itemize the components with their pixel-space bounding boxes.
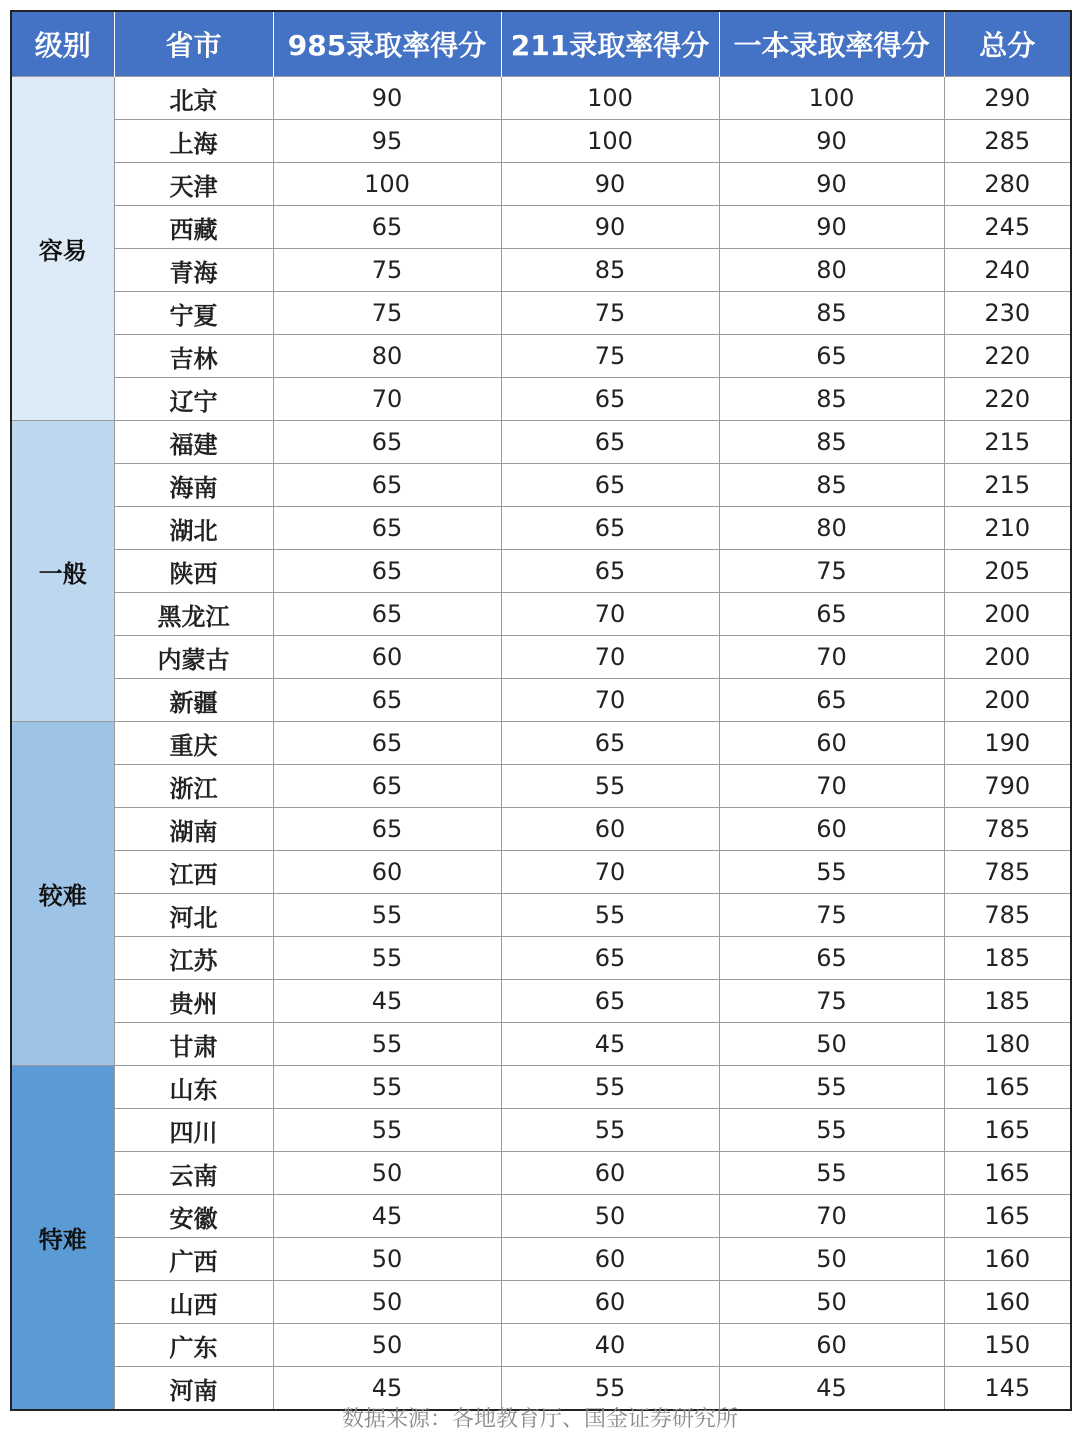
province-cell: 安徽 xyxy=(114,1195,273,1238)
score-985-cell: 55 xyxy=(273,1023,501,1066)
score-tier1-cell: 65 xyxy=(719,335,944,378)
score-211-cell: 70 xyxy=(501,593,719,636)
table-row xyxy=(11,1152,1071,1195)
score-985-cell: 45 xyxy=(273,980,501,1023)
header-tier1-score: 一本录取率得分 xyxy=(719,11,944,77)
total-cell: 215 xyxy=(944,421,1071,464)
total-cell: 200 xyxy=(944,593,1071,636)
score-tier1-cell: 55 xyxy=(719,851,944,894)
table-row xyxy=(11,851,1071,894)
score-211-cell: 70 xyxy=(501,679,719,722)
score-985-cell: 65 xyxy=(273,464,501,507)
province-cell: 湖北 xyxy=(114,507,273,550)
province-cell: 吉林 xyxy=(114,335,273,378)
table-row xyxy=(11,249,1071,292)
level-cell: 一般 xyxy=(11,421,114,722)
score-tier1-cell: 60 xyxy=(719,1324,944,1367)
score-211-cell: 65 xyxy=(501,980,719,1023)
score-211-cell: 75 xyxy=(501,335,719,378)
total-cell: 145 xyxy=(944,1367,1071,1411)
table-row xyxy=(11,163,1071,206)
score-211-cell: 50 xyxy=(501,1195,719,1238)
score-211-cell: 90 xyxy=(501,163,719,206)
score-tier1-cell: 90 xyxy=(719,163,944,206)
score-211-cell: 100 xyxy=(501,120,719,163)
score-985-cell: 50 xyxy=(273,1152,501,1195)
total-cell: 280 xyxy=(944,163,1071,206)
score-985-cell: 45 xyxy=(273,1367,501,1411)
province-cell: 辽宁 xyxy=(114,378,273,421)
score-211-cell: 65 xyxy=(501,937,719,980)
score-tier1-cell: 55 xyxy=(719,1109,944,1152)
total-cell: 200 xyxy=(944,636,1071,679)
score-985-cell: 45 xyxy=(273,1195,501,1238)
province-cell: 黑龙江 xyxy=(114,593,273,636)
score-985-cell: 60 xyxy=(273,636,501,679)
score-985-cell: 80 xyxy=(273,335,501,378)
total-cell: 785 xyxy=(944,851,1071,894)
table-row xyxy=(11,335,1071,378)
table-row xyxy=(11,1281,1071,1324)
table-row xyxy=(11,593,1071,636)
score-tier1-cell: 80 xyxy=(719,507,944,550)
score-985-cell: 75 xyxy=(273,292,501,335)
table-row xyxy=(11,550,1071,593)
score-tier1-cell: 85 xyxy=(719,464,944,507)
table-row xyxy=(11,636,1071,679)
score-tier1-cell: 50 xyxy=(719,1238,944,1281)
table-row xyxy=(11,1109,1071,1152)
score-985-cell: 50 xyxy=(273,1324,501,1367)
total-cell: 240 xyxy=(944,249,1071,292)
table-row xyxy=(11,980,1071,1023)
total-cell: 200 xyxy=(944,679,1071,722)
score-985-cell: 65 xyxy=(273,808,501,851)
table-row xyxy=(11,679,1071,722)
score-tier1-cell: 50 xyxy=(719,1281,944,1324)
header-985-score: 985录取率得分 xyxy=(273,11,501,77)
score-tier1-cell: 70 xyxy=(719,1195,944,1238)
province-cell: 贵州 xyxy=(114,980,273,1023)
score-211-cell: 70 xyxy=(501,851,719,894)
table-row xyxy=(11,1195,1071,1238)
header-211-score: 211录取率得分 xyxy=(501,11,719,77)
total-cell: 285 xyxy=(944,120,1071,163)
score-211-cell: 60 xyxy=(501,1238,719,1281)
total-cell: 165 xyxy=(944,1195,1071,1238)
table-row xyxy=(11,464,1071,507)
score-tier1-cell: 75 xyxy=(719,894,944,937)
score-211-cell: 65 xyxy=(501,507,719,550)
province-cell: 陕西 xyxy=(114,550,273,593)
province-cell: 江苏 xyxy=(114,937,273,980)
score-211-cell: 55 xyxy=(501,1066,719,1109)
total-cell: 160 xyxy=(944,1238,1071,1281)
province-cell: 福建 xyxy=(114,421,273,464)
table-row xyxy=(11,206,1071,249)
score-985-cell: 65 xyxy=(273,421,501,464)
score-211-cell: 65 xyxy=(501,378,719,421)
total-cell: 785 xyxy=(944,894,1071,937)
province-cell: 河南 xyxy=(114,1367,273,1411)
score-tier1-cell: 75 xyxy=(719,550,944,593)
province-cell: 新疆 xyxy=(114,679,273,722)
province-cell: 重庆 xyxy=(114,722,273,765)
score-211-cell: 65 xyxy=(501,464,719,507)
header-total: 总分 xyxy=(944,11,1071,77)
province-cell: 海南 xyxy=(114,464,273,507)
score-tier1-cell: 80 xyxy=(719,249,944,292)
score-tier1-cell: 70 xyxy=(719,765,944,808)
score-211-cell: 55 xyxy=(501,765,719,808)
score-985-cell: 50 xyxy=(273,1281,501,1324)
total-cell: 160 xyxy=(944,1281,1071,1324)
province-cell: 江西 xyxy=(114,851,273,894)
score-985-cell: 65 xyxy=(273,722,501,765)
table-row xyxy=(11,378,1071,421)
table-row xyxy=(11,765,1071,808)
table-row xyxy=(11,1023,1071,1066)
score-tier1-cell: 90 xyxy=(719,120,944,163)
score-985-cell: 50 xyxy=(273,1238,501,1281)
data-source-note: 数据来源：各地教育厅、国金证券研究所 xyxy=(341,1407,738,1432)
province-cell: 宁夏 xyxy=(114,292,273,335)
score-tier1-cell: 65 xyxy=(719,593,944,636)
province-cell: 西藏 xyxy=(114,206,273,249)
total-cell: 230 xyxy=(944,292,1071,335)
score-tier1-cell: 55 xyxy=(719,1066,944,1109)
table-row xyxy=(11,421,1071,464)
score-211-cell: 55 xyxy=(501,1367,719,1411)
score-985-cell: 65 xyxy=(273,593,501,636)
total-cell: 165 xyxy=(944,1066,1071,1109)
score-211-cell: 75 xyxy=(501,292,719,335)
score-tier1-cell: 50 xyxy=(719,1023,944,1066)
score-211-cell: 45 xyxy=(501,1023,719,1066)
score-tier1-cell: 75 xyxy=(719,980,944,1023)
province-cell: 湖南 xyxy=(114,808,273,851)
score-tier1-cell: 60 xyxy=(719,722,944,765)
score-211-cell: 40 xyxy=(501,1324,719,1367)
score-985-cell: 100 xyxy=(273,163,501,206)
table-header xyxy=(11,11,1071,77)
total-cell: 205 xyxy=(944,550,1071,593)
score-211-cell: 65 xyxy=(501,722,719,765)
score-tier1-cell: 85 xyxy=(719,421,944,464)
score-tier1-cell: 70 xyxy=(719,636,944,679)
total-cell: 245 xyxy=(944,206,1071,249)
score-985-cell: 55 xyxy=(273,1109,501,1152)
score-985-cell: 95 xyxy=(273,120,501,163)
score-985-cell: 55 xyxy=(273,1066,501,1109)
admission-score-table xyxy=(10,10,1072,1411)
total-cell: 215 xyxy=(944,464,1071,507)
score-211-cell: 60 xyxy=(501,808,719,851)
table-container xyxy=(10,10,1070,1411)
table-row xyxy=(11,808,1071,851)
province-cell: 内蒙古 xyxy=(114,636,273,679)
total-cell: 150 xyxy=(944,1324,1071,1367)
score-211-cell: 55 xyxy=(501,1109,719,1152)
score-985-cell: 70 xyxy=(273,378,501,421)
score-211-cell: 85 xyxy=(501,249,719,292)
score-tier1-cell: 45 xyxy=(719,1367,944,1411)
score-985-cell: 55 xyxy=(273,937,501,980)
score-211-cell: 65 xyxy=(501,550,719,593)
province-cell: 甘肃 xyxy=(114,1023,273,1066)
score-985-cell: 65 xyxy=(273,550,501,593)
score-211-cell: 65 xyxy=(501,421,719,464)
level-cell: 特难 xyxy=(11,1066,114,1411)
score-985-cell: 65 xyxy=(273,679,501,722)
table-row xyxy=(11,1066,1071,1109)
score-tier1-cell: 85 xyxy=(719,292,944,335)
total-cell: 165 xyxy=(944,1152,1071,1195)
score-211-cell: 60 xyxy=(501,1281,719,1324)
total-cell: 290 xyxy=(944,77,1071,120)
province-cell: 广东 xyxy=(114,1324,273,1367)
province-cell: 四川 xyxy=(114,1109,273,1152)
province-cell: 河北 xyxy=(114,894,273,937)
table-row xyxy=(11,120,1071,163)
level-cell: 容易 xyxy=(11,77,114,421)
score-985-cell: 75 xyxy=(273,249,501,292)
score-tier1-cell: 55 xyxy=(719,1152,944,1195)
province-cell: 广西 xyxy=(114,1238,273,1281)
score-985-cell: 65 xyxy=(273,206,501,249)
total-cell: 190 xyxy=(944,722,1071,765)
score-985-cell: 90 xyxy=(273,77,501,120)
score-tier1-cell: 100 xyxy=(719,77,944,120)
total-cell: 210 xyxy=(944,507,1071,550)
score-211-cell: 90 xyxy=(501,206,719,249)
score-985-cell: 55 xyxy=(273,894,501,937)
province-cell: 山东 xyxy=(114,1066,273,1109)
table-row xyxy=(11,1238,1071,1281)
province-cell: 浙江 xyxy=(114,765,273,808)
header-level: 级别 xyxy=(11,11,114,77)
total-cell: 785 xyxy=(944,808,1071,851)
table-row xyxy=(11,937,1071,980)
table-row xyxy=(11,77,1071,120)
total-cell: 165 xyxy=(944,1109,1071,1152)
table-row xyxy=(11,894,1071,937)
score-211-cell: 55 xyxy=(501,894,719,937)
total-cell: 790 xyxy=(944,765,1071,808)
score-tier1-cell: 90 xyxy=(719,206,944,249)
level-cell: 较难 xyxy=(11,722,114,1066)
score-tier1-cell: 65 xyxy=(719,937,944,980)
table-row xyxy=(11,1324,1071,1367)
header-province: 省市 xyxy=(114,11,273,77)
score-985-cell: 65 xyxy=(273,765,501,808)
score-211-cell: 70 xyxy=(501,636,719,679)
province-cell: 上海 xyxy=(114,120,273,163)
score-211-cell: 100 xyxy=(501,77,719,120)
table-row xyxy=(11,722,1071,765)
table-body xyxy=(11,77,1071,1411)
province-cell: 北京 xyxy=(114,77,273,120)
table-row xyxy=(11,292,1071,335)
total-cell: 185 xyxy=(944,937,1071,980)
total-cell: 220 xyxy=(944,335,1071,378)
score-tier1-cell: 85 xyxy=(719,378,944,421)
table-row xyxy=(11,507,1071,550)
total-cell: 180 xyxy=(944,1023,1071,1066)
score-985-cell: 60 xyxy=(273,851,501,894)
score-tier1-cell: 65 xyxy=(719,679,944,722)
total-cell: 185 xyxy=(944,980,1071,1023)
province-cell: 天津 xyxy=(114,163,273,206)
province-cell: 云南 xyxy=(114,1152,273,1195)
score-985-cell: 65 xyxy=(273,507,501,550)
score-211-cell: 60 xyxy=(501,1152,719,1195)
total-cell: 220 xyxy=(944,378,1071,421)
province-cell: 青海 xyxy=(114,249,273,292)
header-row xyxy=(11,11,1071,77)
province-cell: 山西 xyxy=(114,1281,273,1324)
score-tier1-cell: 60 xyxy=(719,808,944,851)
